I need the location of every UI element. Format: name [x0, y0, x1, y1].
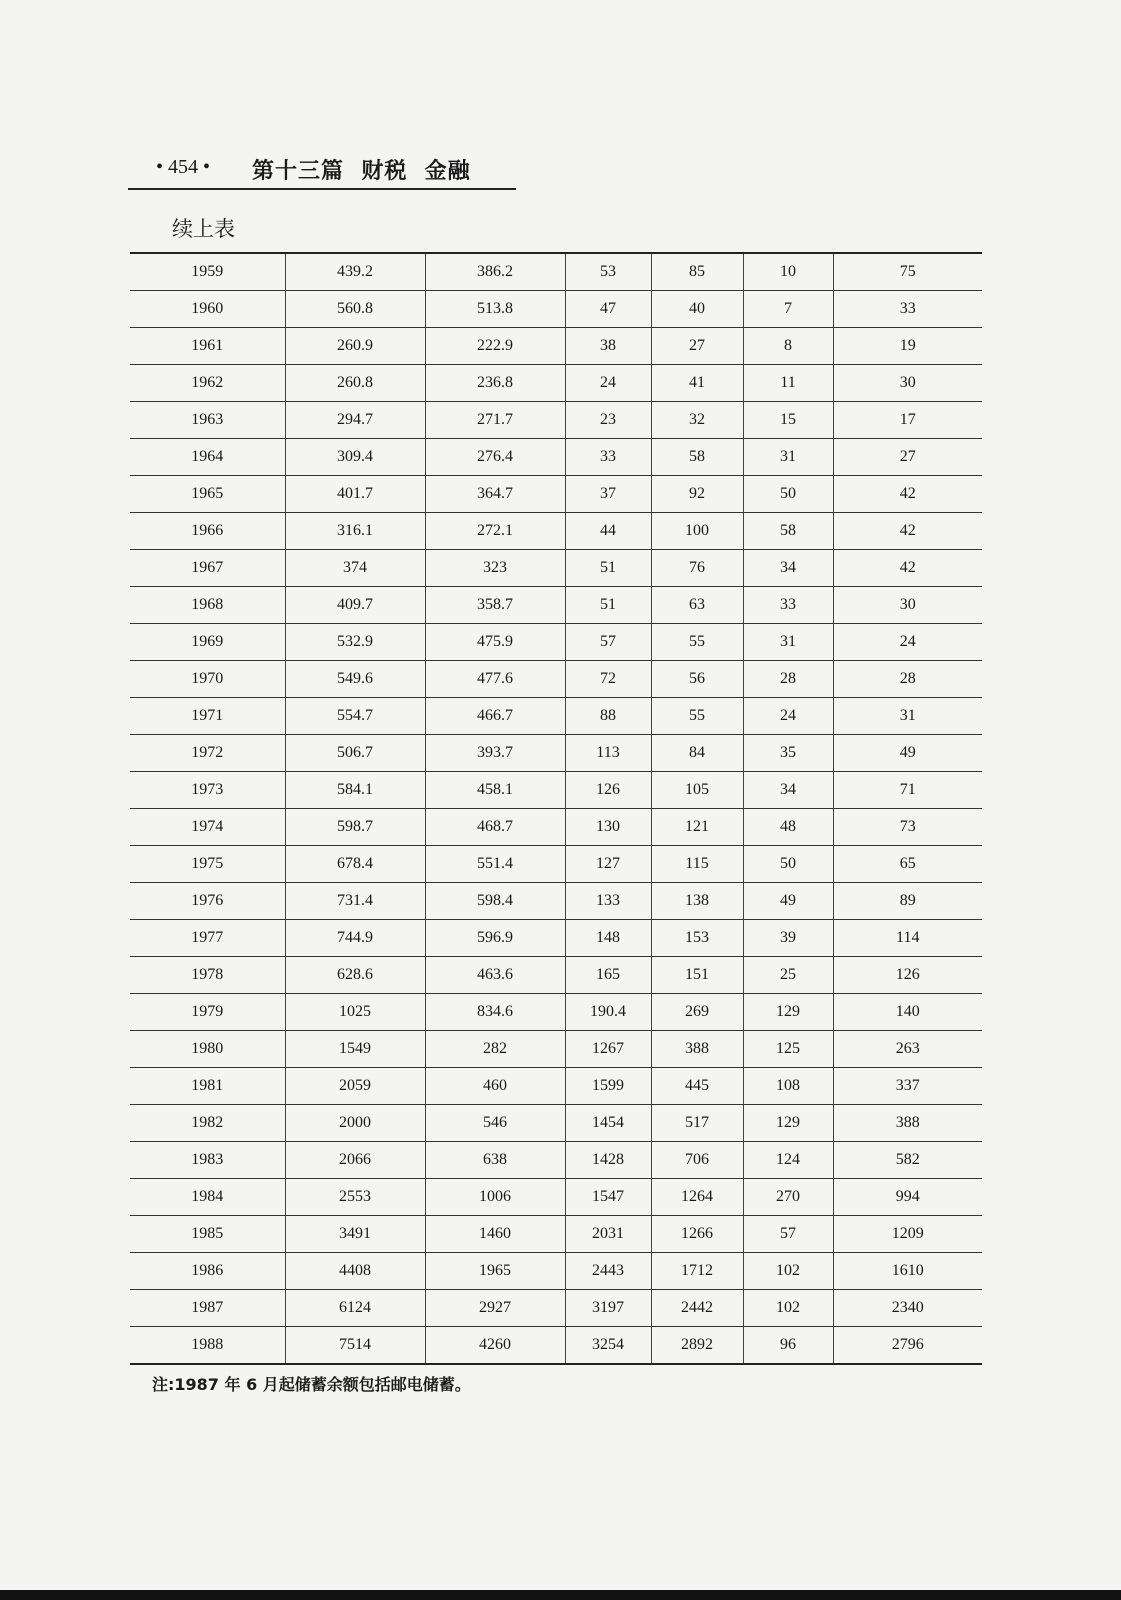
table-cell: 71	[833, 772, 982, 809]
table-cell: 151	[651, 957, 743, 994]
table-cell: 596.9	[425, 920, 565, 957]
table-cell: 532.9	[285, 624, 425, 661]
table-row	[130, 809, 982, 846]
table-cell: 294.7	[285, 402, 425, 439]
table-cell: 133	[565, 883, 651, 920]
table-cell: 236.8	[425, 365, 565, 402]
year-cell: 1962	[130, 365, 285, 402]
table-cell: 148	[565, 920, 651, 957]
year-cell: 1988	[191, 1336, 224, 1353]
table-cell: 584.1	[285, 772, 425, 809]
table-row	[130, 735, 982, 772]
table-cell: 50	[743, 476, 833, 513]
year-cell: 1963	[130, 402, 285, 439]
table-cell: 463.6	[425, 957, 565, 994]
table-row	[130, 661, 982, 698]
table-cell: 55	[651, 624, 743, 661]
table-row	[130, 698, 982, 735]
table-cell: 40	[651, 291, 743, 328]
table-cell: 2066	[285, 1142, 425, 1179]
table-cell: 4408	[285, 1253, 425, 1290]
table-cell: 113	[565, 735, 651, 772]
table-cell: 190.4	[565, 994, 651, 1031]
year-cell: 1969	[130, 624, 285, 661]
table-cell: 1712	[651, 1253, 743, 1290]
year-cell: 1980	[130, 1031, 285, 1068]
table-cell: 47	[565, 291, 651, 328]
table-cell: 1025	[285, 994, 425, 1031]
table-cell: 34	[743, 772, 833, 809]
table-cell: 124	[743, 1142, 833, 1179]
year-cell: 1960	[130, 291, 285, 328]
table-row	[130, 624, 982, 661]
year-cell: 1970	[130, 661, 285, 698]
table-cell: 731.4	[285, 883, 425, 920]
table-cell: 272.1	[425, 513, 565, 550]
table-cell: 53	[565, 253, 651, 291]
table-cell: 31	[743, 624, 833, 661]
table-cell: 24	[833, 624, 982, 661]
table-row	[130, 587, 982, 624]
year-cell: 1979	[130, 994, 285, 1031]
table-cell: 100	[651, 513, 743, 550]
table-cell: 30	[833, 365, 982, 402]
table-cell: 598.4	[425, 883, 565, 920]
table-cell: 49	[743, 883, 833, 920]
table-cell: 1549	[285, 1031, 425, 1068]
table-row	[130, 1068, 982, 1105]
table-cell: 34	[743, 550, 833, 587]
table-cell: 517	[651, 1105, 743, 1142]
table-cell: 28	[743, 661, 833, 698]
table-cell: 638	[425, 1142, 565, 1179]
table-cell: 309.4	[285, 439, 425, 476]
table-cell: 102	[743, 1253, 833, 1290]
table-cell: 6124	[285, 1290, 425, 1327]
table-cell: 276.4	[425, 439, 565, 476]
year-cell: 1977	[130, 920, 285, 957]
table-cell: 337	[833, 1068, 982, 1105]
table-cell: 85	[651, 253, 743, 291]
table-cell: 323	[425, 550, 565, 587]
scan-edge	[0, 1590, 1121, 1600]
table-cell: 19	[833, 328, 982, 365]
table-cell: 73	[833, 809, 982, 846]
table-cell: 140	[833, 994, 982, 1031]
table-cell: 84	[651, 735, 743, 772]
table-cell: 27	[651, 328, 743, 365]
table-row	[130, 846, 982, 883]
table-cell: 678.4	[285, 846, 425, 883]
table-cell: 2442	[651, 1290, 743, 1327]
table-cell: 468.7	[425, 809, 565, 846]
table-cell: 1454	[565, 1105, 651, 1142]
table-cell: 4260	[425, 1327, 565, 1365]
table-cell: 386.2	[425, 253, 565, 291]
table-cell: 75	[833, 253, 982, 291]
table-cell: 744.9	[285, 920, 425, 957]
table-cell: 57	[743, 1216, 833, 1253]
table-cell: 549.6	[285, 661, 425, 698]
table-cell: 1610	[833, 1253, 982, 1290]
table-cell: 92	[651, 476, 743, 513]
table-cell: 58	[743, 513, 833, 550]
table-cell: 165	[565, 957, 651, 994]
table-row	[130, 1105, 982, 1142]
table-cell: 506.7	[285, 735, 425, 772]
table-cell: 41	[651, 365, 743, 402]
table-cell: 513.8	[425, 291, 565, 328]
table-cell: 546	[425, 1105, 565, 1142]
year-cell: 1961	[130, 328, 285, 365]
year-cell: 1971	[130, 698, 285, 735]
page-number: • 454 •	[156, 156, 211, 178]
table-cell: 58	[651, 439, 743, 476]
table-cell: 316.1	[285, 513, 425, 550]
year-cell: 1964	[130, 439, 285, 476]
table-cell: 1460	[425, 1216, 565, 1253]
table-cell: 27	[833, 439, 982, 476]
table-cell: 42	[833, 476, 982, 513]
table-cell: 37	[565, 476, 651, 513]
table-cell: 2443	[565, 1253, 651, 1290]
table-cell: 44	[565, 513, 651, 550]
table-cell: 31	[833, 698, 982, 735]
table-cell: 1267	[565, 1031, 651, 1068]
table-cell: 30	[833, 587, 982, 624]
table-row	[130, 1253, 982, 1290]
year-cell: 1983	[130, 1142, 285, 1179]
table-cell: 1428	[565, 1142, 651, 1179]
table-cell: 121	[651, 809, 743, 846]
table-cell: 2927	[425, 1290, 565, 1327]
table-cell: 76	[651, 550, 743, 587]
table-cell: 33	[565, 439, 651, 476]
table-cell: 554.7	[285, 698, 425, 735]
table-cell: 282	[425, 1031, 565, 1068]
table-cell: 598.7	[285, 809, 425, 846]
table-cell: 2059	[285, 1068, 425, 1105]
year-cell: 1973	[130, 772, 285, 809]
year-cell: 1976	[130, 883, 285, 920]
table-cell: 551.4	[425, 846, 565, 883]
table-cell: 401.7	[285, 476, 425, 513]
year-cell: 1972	[130, 735, 285, 772]
table-cell: 25	[743, 957, 833, 994]
continued-label: 续上表	[172, 217, 235, 241]
table-cell: 114	[833, 920, 982, 957]
table-cell: 374	[285, 550, 425, 587]
table-cell: 129	[743, 994, 833, 1031]
table-cell: 358.7	[425, 587, 565, 624]
table-cell: 55	[651, 698, 743, 735]
table-cell: 15	[743, 402, 833, 439]
year-cell: 1984	[130, 1179, 285, 1216]
table-cell: 48	[743, 809, 833, 846]
year-cell: 1975	[130, 846, 285, 883]
table-cell: 65	[833, 846, 982, 883]
table-cell: 88	[565, 698, 651, 735]
table-cell: 460	[425, 1068, 565, 1105]
table-cell: 1264	[651, 1179, 743, 1216]
table-cell: 3254	[565, 1327, 651, 1365]
table-cell: 388	[833, 1105, 982, 1142]
data-table	[130, 252, 982, 1365]
table-cell: 2340	[833, 1290, 982, 1327]
table-row	[130, 439, 982, 476]
table-cell: 38	[565, 328, 651, 365]
table-cell: 49	[833, 735, 982, 772]
year-cell: 1966	[130, 513, 285, 550]
table-row	[130, 550, 982, 587]
table-cell: 445	[651, 1068, 743, 1105]
table-row	[130, 883, 982, 920]
year-cell: 1986	[130, 1253, 285, 1290]
table-cell: 129	[743, 1105, 833, 1142]
table-cell: 393.7	[425, 735, 565, 772]
year-cell: 1985	[130, 1216, 285, 1253]
table-cell: 466.7	[425, 698, 565, 735]
table-cell: 23	[565, 402, 651, 439]
table-footnote: 注:1987 年 6 月起储蓄余额包括邮电储蓄。	[152, 1375, 471, 1394]
table-cell: 153	[651, 920, 743, 957]
table-cell: 105	[651, 772, 743, 809]
table-cell: 126	[833, 957, 982, 994]
table-cell: 57	[565, 624, 651, 661]
table-row	[130, 476, 982, 513]
table-cell: 7514	[285, 1327, 425, 1365]
table-cell: 2892	[651, 1327, 743, 1365]
table-cell: 263	[833, 1031, 982, 1068]
table-cell: 1266	[651, 1216, 743, 1253]
year-cell: 1959	[130, 253, 285, 291]
table-row	[130, 253, 982, 291]
table-row	[130, 291, 982, 328]
table-cell: 28	[833, 661, 982, 698]
table-cell: 1599	[565, 1068, 651, 1105]
table-cell: 10	[743, 253, 833, 291]
table-cell: 108	[743, 1068, 833, 1105]
table-cell: 39	[743, 920, 833, 957]
table-cell: 3491	[285, 1216, 425, 1253]
table-cell: 63	[651, 587, 743, 624]
year-cell: 1965	[130, 476, 285, 513]
table-cell: 628.6	[285, 957, 425, 994]
table-row	[130, 365, 982, 402]
table-cell: 51	[565, 587, 651, 624]
table-row	[130, 1216, 982, 1253]
table-cell: 2553	[285, 1179, 425, 1216]
table-cell: 477.6	[425, 661, 565, 698]
year-cell: 1982	[130, 1105, 285, 1142]
table-cell: 50	[743, 846, 833, 883]
year-cell: 1968	[130, 587, 285, 624]
table-cell: 458.1	[425, 772, 565, 809]
table-cell: 115	[651, 846, 743, 883]
table-row	[130, 1031, 982, 1068]
data-table-container	[130, 252, 982, 1365]
year-cell: 1978	[130, 957, 285, 994]
table-row	[130, 920, 982, 957]
table-cell: 260.9	[285, 328, 425, 365]
table-cell: 3197	[565, 1290, 651, 1327]
table-cell: 33	[743, 587, 833, 624]
table-cell: 1965	[425, 1253, 565, 1290]
table-cell: 409.7	[285, 587, 425, 624]
table-cell: 11	[743, 365, 833, 402]
table-row	[130, 328, 982, 365]
table-cell: 260.8	[285, 365, 425, 402]
table-row	[130, 1179, 982, 1216]
year-cell: 1967	[130, 550, 285, 587]
table-cell: 33	[833, 291, 982, 328]
table-cell: 222.9	[425, 328, 565, 365]
table-cell: 17	[833, 402, 982, 439]
table-cell: 1547	[565, 1179, 651, 1216]
year-cell: 1987	[130, 1290, 285, 1327]
table-row	[130, 994, 982, 1031]
table-cell: 126	[565, 772, 651, 809]
table-cell: 42	[833, 550, 982, 587]
table-cell: 834.6	[425, 994, 565, 1031]
table-cell: 51	[565, 550, 651, 587]
table-cell: 89	[833, 883, 982, 920]
table-cell: 439.2	[285, 253, 425, 291]
table-cell: 138	[651, 883, 743, 920]
table-row	[130, 1142, 982, 1179]
part-title: 第十三篇 财税 金融	[252, 159, 471, 184]
table-cell: 271.7	[425, 402, 565, 439]
table-cell: 31	[743, 439, 833, 476]
table-cell: 72	[565, 661, 651, 698]
table-cell: 475.9	[425, 624, 565, 661]
table-cell: 706	[651, 1142, 743, 1179]
table-cell: 1209	[833, 1216, 982, 1253]
table-row	[130, 513, 982, 550]
table-cell: 42	[833, 513, 982, 550]
year-cell: 1974	[130, 809, 285, 846]
table-cell: 56	[651, 661, 743, 698]
table-row	[130, 772, 982, 809]
table-cell: 2000	[285, 1105, 425, 1142]
table-cell: 8	[743, 328, 833, 365]
table-row	[130, 1290, 982, 1327]
table-cell: 35	[743, 735, 833, 772]
table-cell: 32	[651, 402, 743, 439]
table-cell: 24	[565, 365, 651, 402]
table-cell: 96	[743, 1327, 833, 1365]
table-cell: 560.8	[285, 291, 425, 328]
table-cell: 7	[743, 291, 833, 328]
table-row	[130, 957, 982, 994]
year-cell: 1981	[130, 1068, 285, 1105]
table-cell: 582	[833, 1142, 982, 1179]
table-cell: 994	[833, 1179, 982, 1216]
page-header	[128, 150, 516, 190]
table-cell: 130	[565, 809, 651, 846]
table-cell: 388	[651, 1031, 743, 1068]
table-cell: 2796	[833, 1327, 982, 1365]
table-cell: 24	[743, 698, 833, 735]
table-cell: 270	[743, 1179, 833, 1216]
table-cell: 125	[743, 1031, 833, 1068]
table-cell: 2031	[565, 1216, 651, 1253]
table-cell: 364.7	[425, 476, 565, 513]
table-row	[130, 402, 982, 439]
table-row	[130, 1327, 982, 1365]
table-cell: 102	[743, 1290, 833, 1327]
table-cell: 1006	[425, 1179, 565, 1216]
table-cell: 269	[651, 994, 743, 1031]
table-cell: 127	[565, 846, 651, 883]
